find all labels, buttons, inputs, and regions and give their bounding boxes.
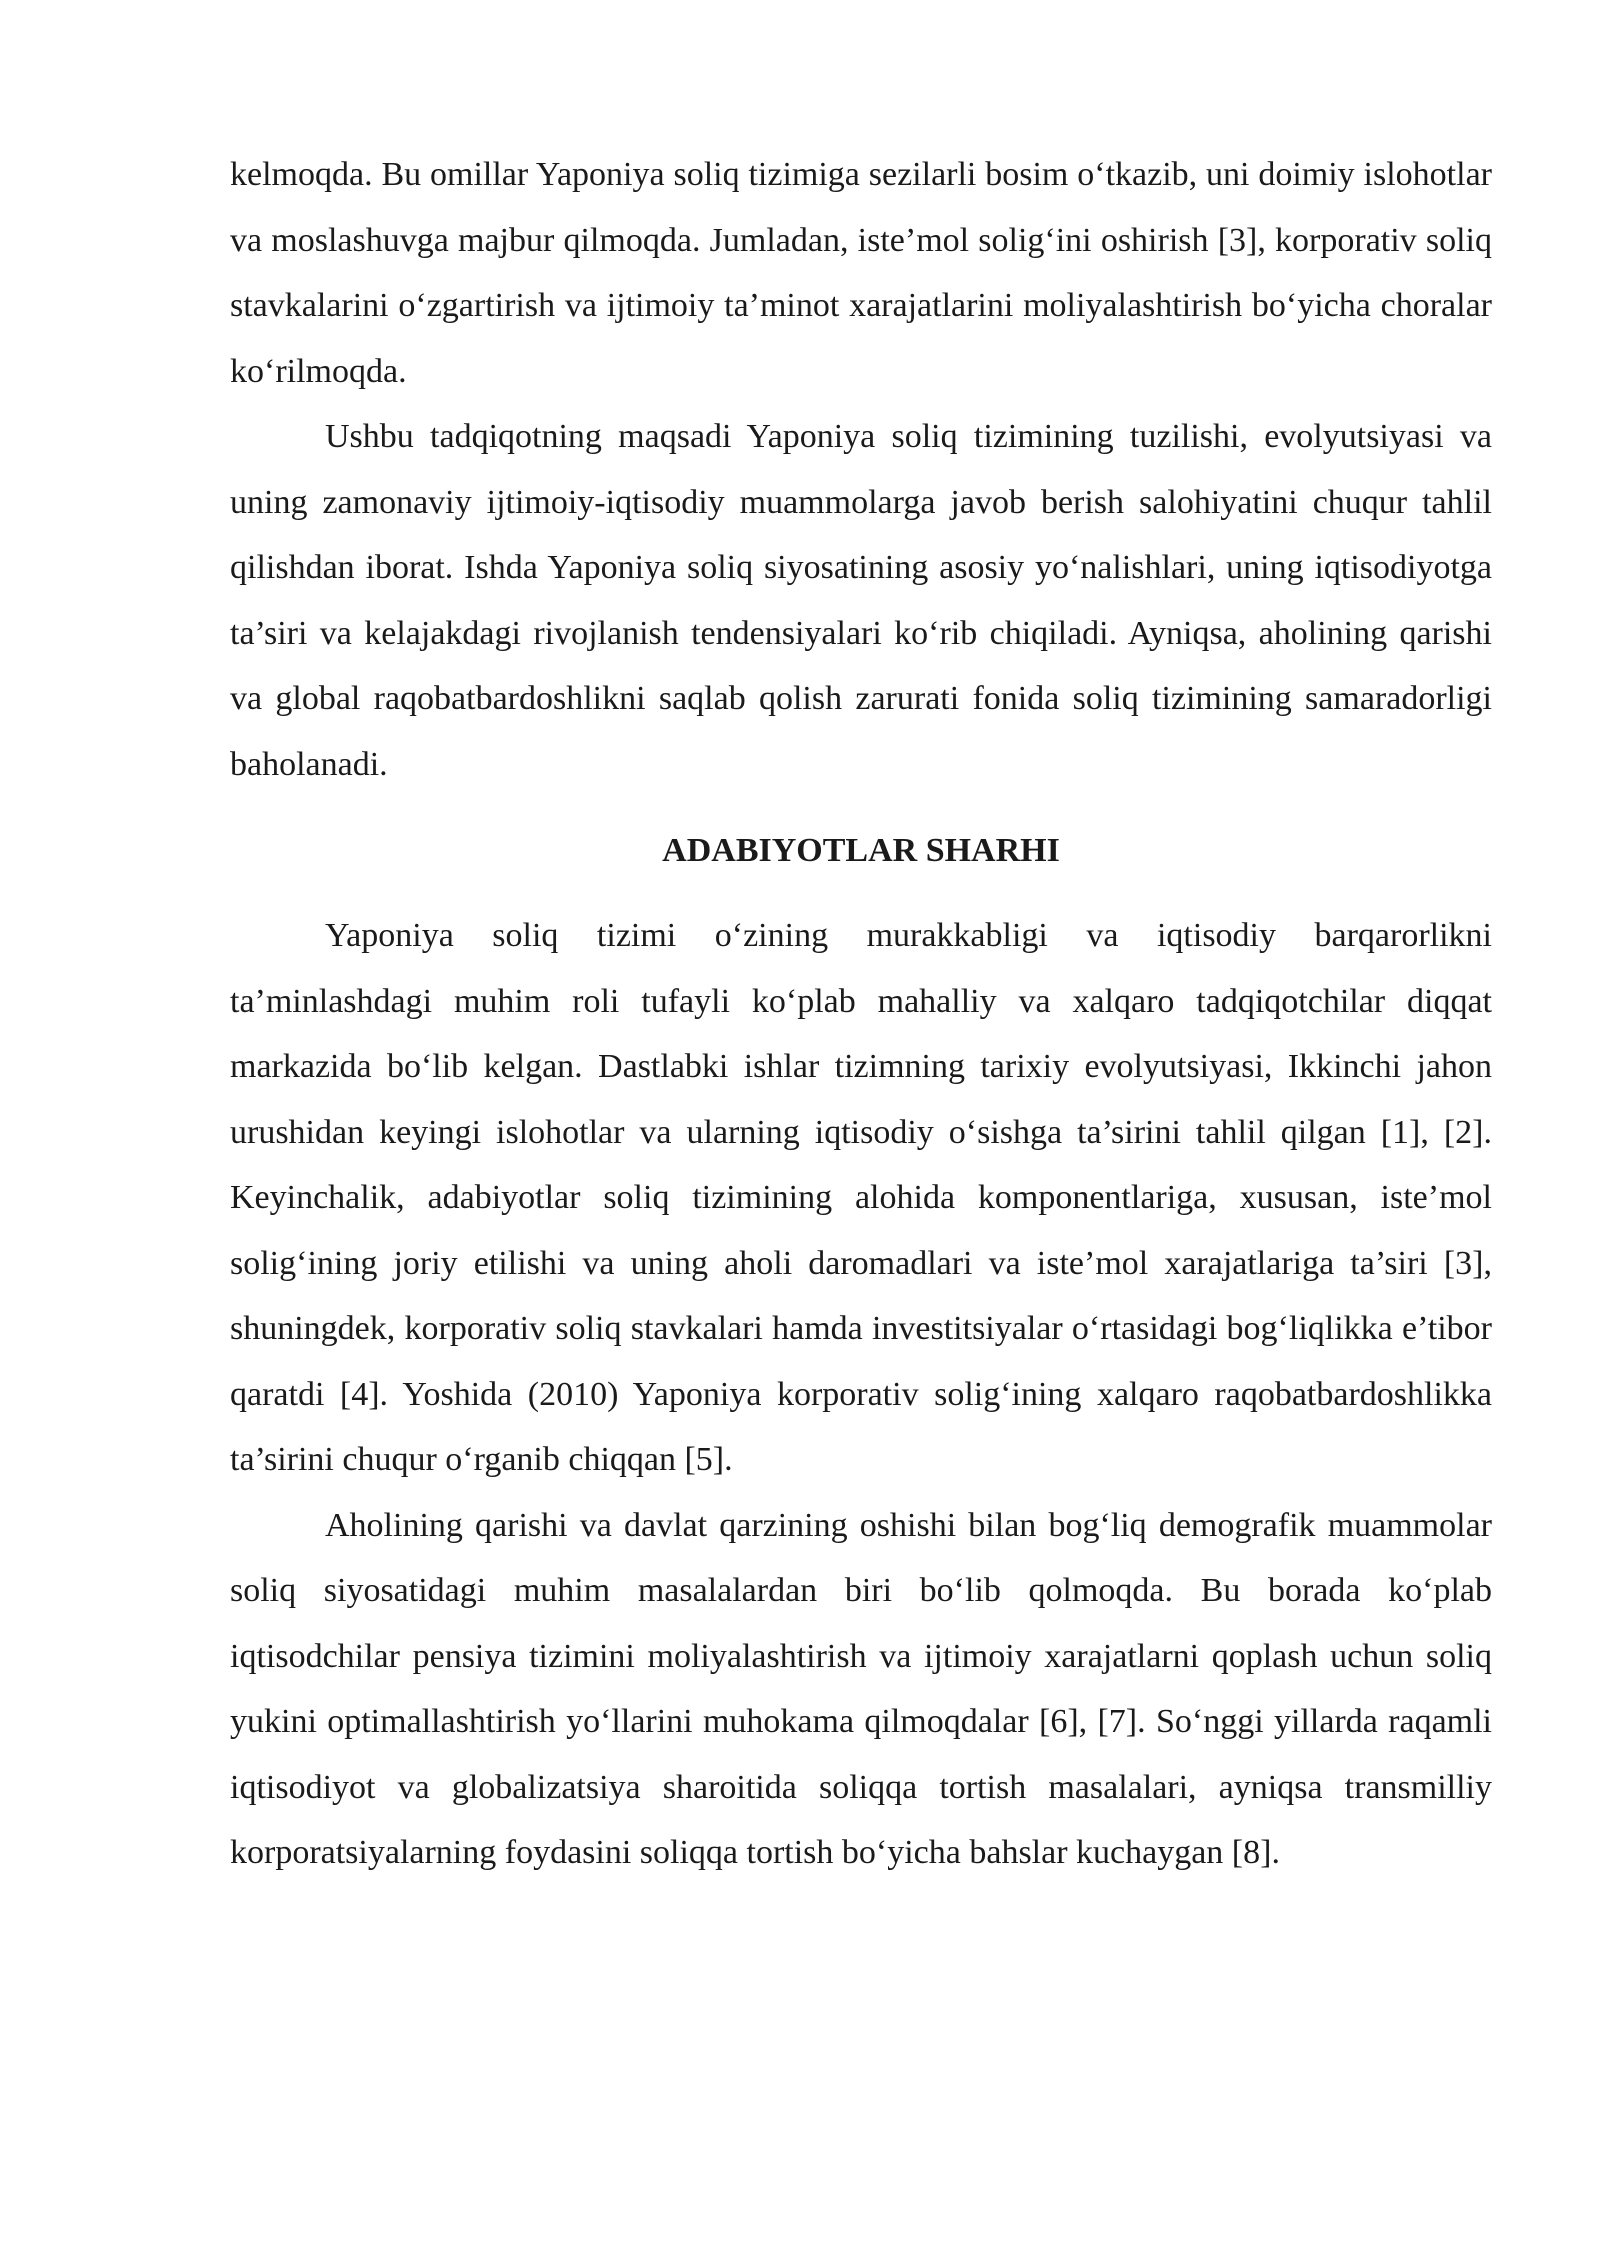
section-heading: ADABIYOTLAR SHARHI (662, 832, 1060, 869)
document-page (230, 142, 1492, 1886)
paragraph-literature-review: Yaponiya soliq tizimi o‘zining murakkabligi va iqtisodiy barqarorlikni ta’minlashdagi muhim roli tufayli ko‘plab mahalliy va xalqaro tadqiqotchilar diqqat markazida bo‘lib kelgan. Dastlabki ishlar tizimning tarixiy evolyutsiyasi, Ikkinchi jahon urushidan keyingi islohotlar va ularning iqtisodiy o‘sishga ta’sirini tahlil qilgan [1], [2]. Keyinchalik, adabiyotlar soliq tizimining alohida komponentlariga, xususan, iste’mol solig‘ining joriy etilishi va uning aholi daromadlari va iste’mol xarajatlariga ta’siri [3], shuningdek, korporativ soliq stavkalari hamda investitsiyalar o‘rtasidagi bog‘liqlikka e’tibor qaratdi [4]. Yoshida (2010) Yaponiya korporativ solig‘ining xalqaro raqobatbardoshlikka ta’sirini chuqur o‘rganib chiqqan [5]. (230, 917, 1492, 1478)
paragraph-continuation: kelmoqda. Bu omillar Yaponiya soliq tizimiga sezilarli bosim o‘tkazib, uni doimiy islohotlar va moslashuvga majbur qilmoqda. Jumladan, iste’mol solig‘ini oshirish [3], korporativ soliq stavkalarini o‘zgartirish va ijtimoiy ta’minot xarajatlarini moliyalashtirish bo‘yicha choralar ko‘rilmoqda. (230, 156, 1492, 390)
paragraph-demographic-issues: Aholining qarishi va davlat qarzining oshishi bilan bog‘liq demografik muammolar soliq siyosatidagi muhim masalalardan biri bo‘lib qolmoqda. Bu borada ko‘plab iqtisodchilar pensiya tizimini moliyalashtirish va ijtimoiy xarajatlarni qoplash uchun soliq yukini optimallashtirish yo‘llarini muhokama qilmoqdalar [6], [7]. So‘nggi yillarda raqamli iqtisodiyot va globalizatsiya sharoitida soliqqa tortish masalalari, ayniqsa transmilliy korporatsiyalarning foydasini soliqqa tortish bo‘yicha bahslar kuchaygan [8]. (230, 1506, 1492, 1871)
paragraph-research-aim: Ushbu tadqiqotning maqsadi Yaponiya soliq tizimining tuzilishi, evolyutsiyasi va uning zamonaviy ijtimoiy-iqtisodiy muammolarga javob berish salohiyatini chuqur tahlil qilishdan iborat. Ishda Yaponiya soliq siyosatining asosiy yo‘nalishlari, uning iqtisodiyotga ta’siri va kelajakdagi rivojlanish tendensiyalari ko‘rib chiqiladi. Ayniqsa, aholining qarishi va global raqobatbardoshlikni saqlab qolish zarurati fonida soliq tizimining samaradorligi baholanadi. (230, 418, 1492, 783)
